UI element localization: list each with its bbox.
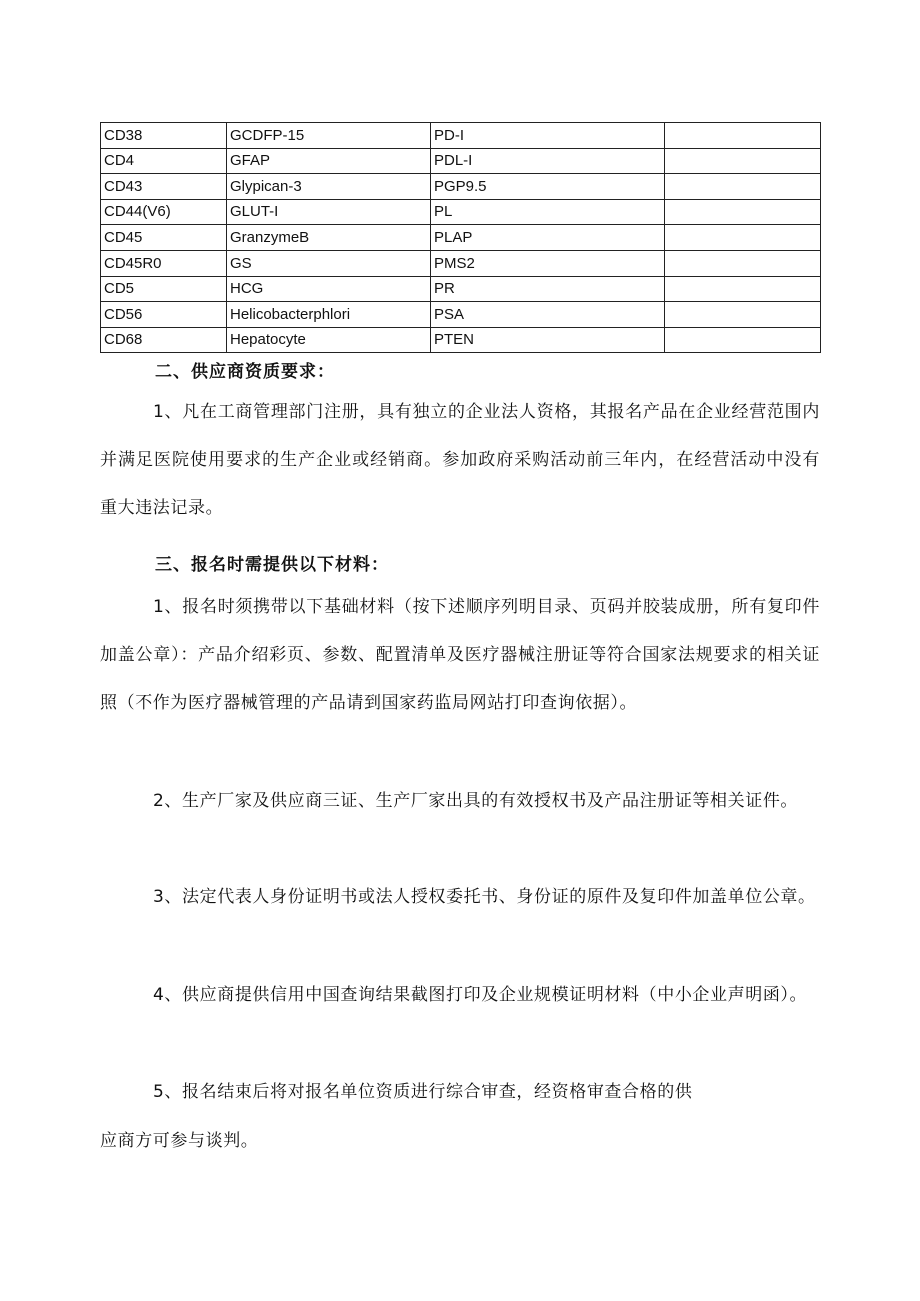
table-cell: CD44(V6) [101,199,227,225]
paragraph-materials-2: 2、生产厂家及供应商三证、生产厂家出具的有效授权书及产品注册证等相关证件。 [153,791,799,811]
table-cell: CD56 [101,302,227,328]
table-cell: GranzymeB [227,225,431,251]
table-cell: PL [431,199,665,225]
table-cell: PTEN [431,327,665,353]
table-cell: PGP9.5 [431,174,665,200]
table-cell: CD4 [101,148,227,174]
table-cell: CD45 [101,225,227,251]
table-row [101,302,821,328]
table-cell: CD45R0 [101,250,227,276]
table-row [101,276,821,302]
table-row [101,123,821,149]
table-row [101,174,821,200]
table-cell: CD38 [101,123,227,149]
table-row [101,199,821,225]
table-cell: Hepatocyte [227,327,431,353]
table-cell [665,174,821,200]
table-cell [665,123,821,149]
table-cell: CD5 [101,276,227,302]
table-row [101,148,821,174]
table-cell [665,148,821,174]
table-cell [665,199,821,225]
table-cell: Glypican-3 [227,174,431,200]
table-row [101,225,821,251]
table-cell: CD68 [101,327,227,353]
table-cell: PLAP [431,225,665,251]
marker-table [100,122,821,353]
table-cell [665,276,821,302]
paragraph-qualification-1: 1、凡在工商管理部门注册，具有独立的企业法人资格，其报名产品在企业经营范围内并满足医院使用要求的生产企业或经销商。参加政府采购活动前三年内，在经营活动中没有重大违法记录。 [100,402,820,518]
paragraph-materials-3: 3、法定代表人身份证明书或法人授权委托书、身份证的原件及复印件加盖单位公章。 [153,887,816,907]
table-cell [665,250,821,276]
table-cell: PDL-I [431,148,665,174]
table-cell: PR [431,276,665,302]
paragraph-materials-5-line2: 应商方可参与谈判。 [100,1131,259,1151]
table-cell: GCDFP-15 [227,123,431,149]
section-heading-supplier-qualification: 二、供应商资质要求： [155,362,335,382]
paragraph-materials-4: 4、供应商提供信用中国查询结果截图打印及企业规模证明材料（中小企业声明函）。 [153,985,808,1005]
table-cell [665,302,821,328]
section-heading-required-materials: 三、报名时需提供以下材料： [155,555,389,575]
table-cell [665,225,821,251]
paragraph-materials-1: 1、报名时须携带以下基础材料（按下述顺序列明目录、页码并胶装成册，所有复印件加盖公章）：产品介绍彩页、参数、配置清单及医疗器械注册证等符合国家法规要求的相关证照（不作为医疗器械管理的产品请到国家药监局网站打印查询依据）。 [100,597,820,713]
table-cell: GS [227,250,431,276]
table-cell: Helicobacterphlori [227,302,431,328]
table-cell: CD43 [101,174,227,200]
table-row [101,250,821,276]
table-cell: PSA [431,302,665,328]
table-cell: PMS2 [431,250,665,276]
table-cell: GLUT-I [227,199,431,225]
table-cell: GFAP [227,148,431,174]
table-row [101,327,821,353]
paragraph-materials-5-line1: 5、报名结束后将对报名单位资质进行综合审查，经资格审查合格的供 [153,1082,693,1102]
table-cell: PD-I [431,123,665,149]
table-cell [665,327,821,353]
table-cell: HCG [227,276,431,302]
